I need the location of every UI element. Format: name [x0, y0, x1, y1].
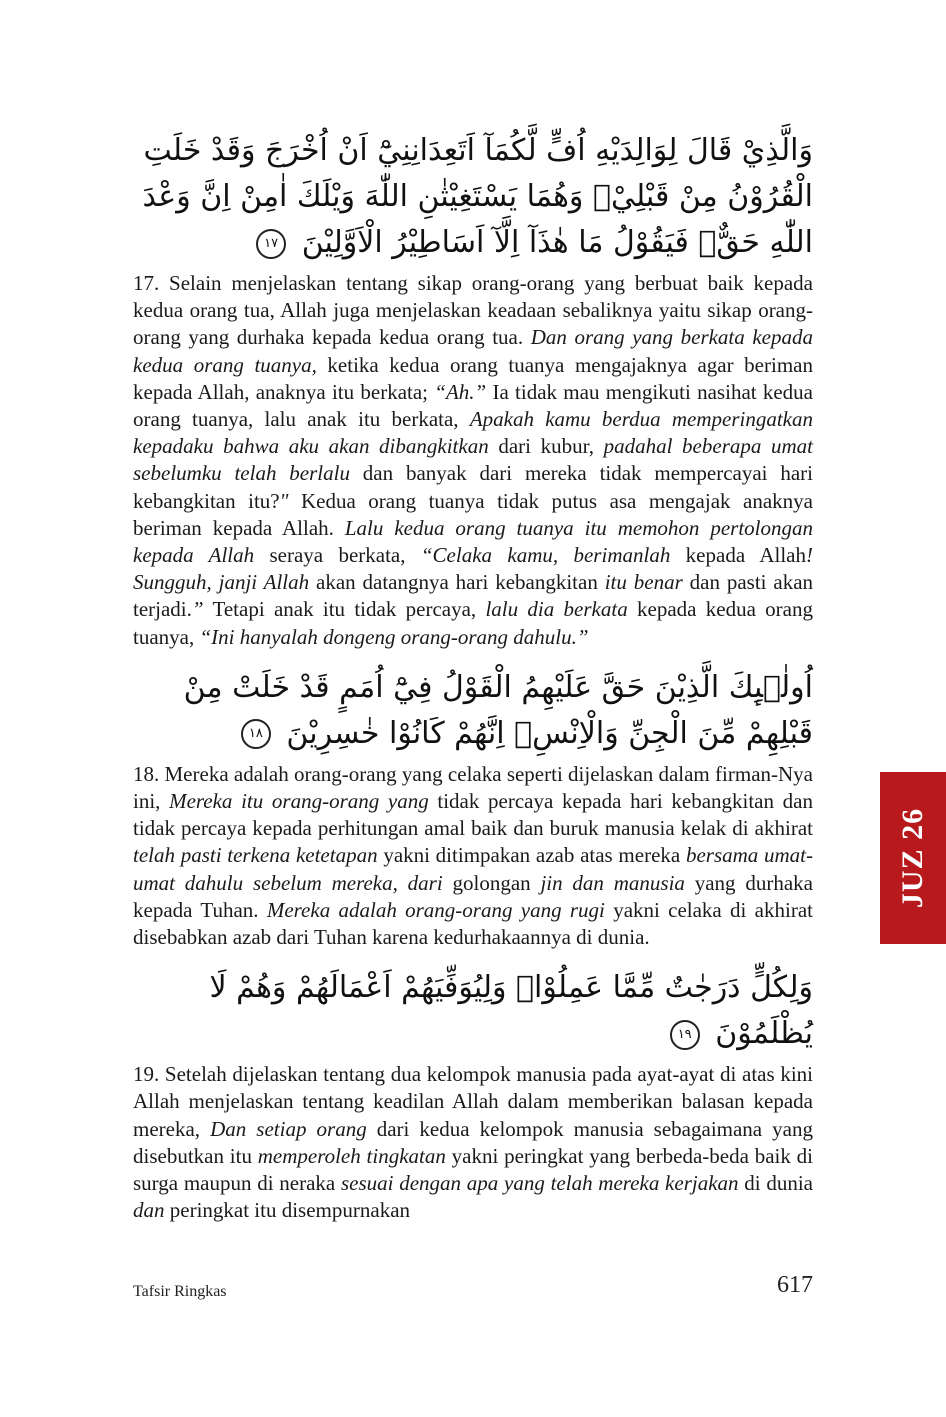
arabic-verse-17 — [133, 128, 813, 266]
text-run: 18. Mereka adalah orang-orang yang celaka seperti dijelaskan dalam firman-Nya ini, — [133, 761, 813, 814]
commentary-paragraph-18 — [133, 761, 813, 951]
text-run: 19. Setelah dijelaskan tentang dua kelompok manusia pada ayat-ayat di atas kini Allah menjelaskan tentang keadilan Allah dalam memberikan balasan kepada mereka, — [133, 1062, 813, 1141]
italic-text-run: Dan setiap orang — [210, 1116, 367, 1141]
italic-text-run: Mereka itu orang-orang yang — [169, 789, 429, 814]
text-run: kepada kedua orang tuanya, — [133, 597, 813, 649]
text-run: ketika kedua orang tuanya mengajaknya agar beriman kepada Allah, anaknya itu berkata; — [133, 352, 813, 404]
italic-text-run: memperoleh tingkatan — [257, 1143, 446, 1168]
text-run: yang durhaka kepada Tuhan. — [133, 870, 813, 922]
text-run: dan pasti akan terjadi. — [133, 570, 814, 622]
italic-text-run: itu benar — [604, 570, 683, 595]
italic-text-run: Apakah kamu berdua memperingatkan kepadaku bahwa aku akan dibangkitkan — [133, 407, 814, 459]
italic-text-run: “Ini hanyalah dongeng orang-orang dahulu.” — [199, 624, 589, 649]
text-run: Tetapi anak itu tidak percaya, — [203, 597, 486, 622]
italic-text-run: " — [279, 488, 289, 513]
italic-text-run: bersama umat-umat dahulu sebelum mereka, dari — [133, 843, 813, 895]
italic-text-run: Lalu kedua orang tuanya itu memohon pertolongan kepada Allah — [133, 515, 814, 568]
footer-book-title: Tafsir Ringkas — [133, 1283, 227, 1300]
text-run: Kedua orang tuanya tidak putus asa mengajak anaknya beriman kepada Allah. — [133, 488, 813, 540]
italic-text-run: padahal beberapa umat sebelumku telah berlalu — [133, 434, 813, 486]
italic-text-run: Mereka adalah orang-orang yang rugi — [266, 897, 605, 922]
juz-tab — [880, 772, 946, 944]
text-run: akan datangnya hari kebangkitan — [309, 570, 605, 595]
italic-text-run: ! Sungguh, janji Allah — [133, 543, 814, 595]
text-run: golongan — [442, 870, 541, 895]
italic-text-run: Dan orang yang berkata kepada kedua orang tuanya, — [133, 325, 813, 377]
ayah-number-marker: ١٧ — [256, 229, 286, 259]
italic-text-run: lalu dia berkata — [485, 597, 628, 622]
commentary-paragraph-17 — [133, 270, 813, 651]
text-run: dari kedua kelompok manusia sebagaimana yang disebutkan itu — [133, 1116, 813, 1168]
page-number: 617 — [777, 1272, 813, 1298]
italic-text-run: sesuai dengan apa yang telah mereka kerjakan — [341, 1171, 739, 1196]
arabic-text: وَلِكُلٍّ دَرَجٰتٌ مِّمَّا عَمِلُوْاۚ وَلِيُوَفِّيَهُمْ اَعْمَالَهُمْ وَهُمْ لَا يُظْلَمُوْنَ — [209, 970, 813, 1052]
text-run: kepada Allah — [670, 543, 807, 568]
text-run: Ia tidak mau mengikuti nasihat kedua orang tuanya, lalu anak itu berkata, — [133, 379, 813, 432]
text-run: dan banyak dari mereka tidak mempercayai hari kebangkitan itu? — [133, 461, 813, 513]
text-run: 17. Selain menjelaskan tentang sikap orang-orang yang berbuat baik kepada kedua orang tua, Allah juga menjelaskan keadaan sebaliknya yaitu sikap orang-orang yang durhaka kepada kedua orang tua. — [133, 271, 813, 350]
italic-text-run: “Celaka kamu, berimanlah — [420, 543, 671, 568]
text-run: yakni celaka di akhirat disebabkan azab dari Tuhan karena kedurhakaannya di dunia. — [133, 897, 813, 950]
text-run: yakni ditimpakan azab atas mereka — [377, 843, 686, 868]
text-run: dari kubur, — [488, 434, 604, 459]
commentary-paragraph-19 — [133, 1061, 813, 1224]
ayah-number-marker: ١٩ — [670, 1020, 700, 1050]
italic-text-run: jin dan manusia — [540, 870, 685, 895]
ayah-number-marker: ١٨ — [241, 719, 271, 749]
page-content — [133, 128, 813, 1238]
arabic-text: اُولٰۤىِٕكَ الَّذِيْنَ حَقَّ عَلَيْهِمُ الْقَوْلُ فِيْٓ اُمَمٍ قَدْ خَلَتْ مِنْ قَبْلِهِمْ مِّنَ الْجِنِّ وَالْاِنْسِۗ اِنَّهُمْ كَانُوْا خٰسِرِيْنَ — [183, 669, 813, 751]
italic-text-run: “Ah.” — [434, 379, 487, 404]
juz-label: JUZ 26 — [896, 807, 929, 909]
italic-text-run: dan — [133, 1198, 165, 1223]
text-run: di dunia — [738, 1171, 813, 1196]
text-run: peringkat itu disempurnakan — [164, 1198, 411, 1223]
italic-text-run: telah pasti terkena ketetapan — [133, 843, 378, 868]
arabic-verse-19 — [133, 965, 813, 1057]
italic-text-run: ” — [191, 597, 204, 622]
arabic-text: وَالَّذِيْ قَالَ لِوَالِدَيْهِ اُفٍّ لَّكُمَآ اَتَعِدَانِنِيْٓ اَنْ اُخْرَجَ وَقَدْ خَلَتِ الْقُرُوْنُ مِنْ قَبْلِيْۚ وَهُمَا يَسْتَغِيْثٰنِ اللّٰهَ وَيْلَكَ اٰمِنْ اِنَّ وَعْدَ اللّٰهِ حَقٌّۚ فَيَقُوْلُ مَا هٰذَآ اِلَّآ اَسَاطِيْرُ الْاَوَّلِيْنَ — [142, 133, 813, 260]
text-run: tidak percaya kepada hari kebangkitan dan tidak percaya kepada perhitungan amal baik dan buruk manusia kelak di akhirat — [133, 789, 813, 841]
arabic-verse-18 — [133, 665, 813, 757]
text-run: seraya berkata, — [254, 543, 421, 568]
text-run: yakni peringkat yang berbeda-beda baik di surga maupun di neraka — [133, 1143, 813, 1196]
